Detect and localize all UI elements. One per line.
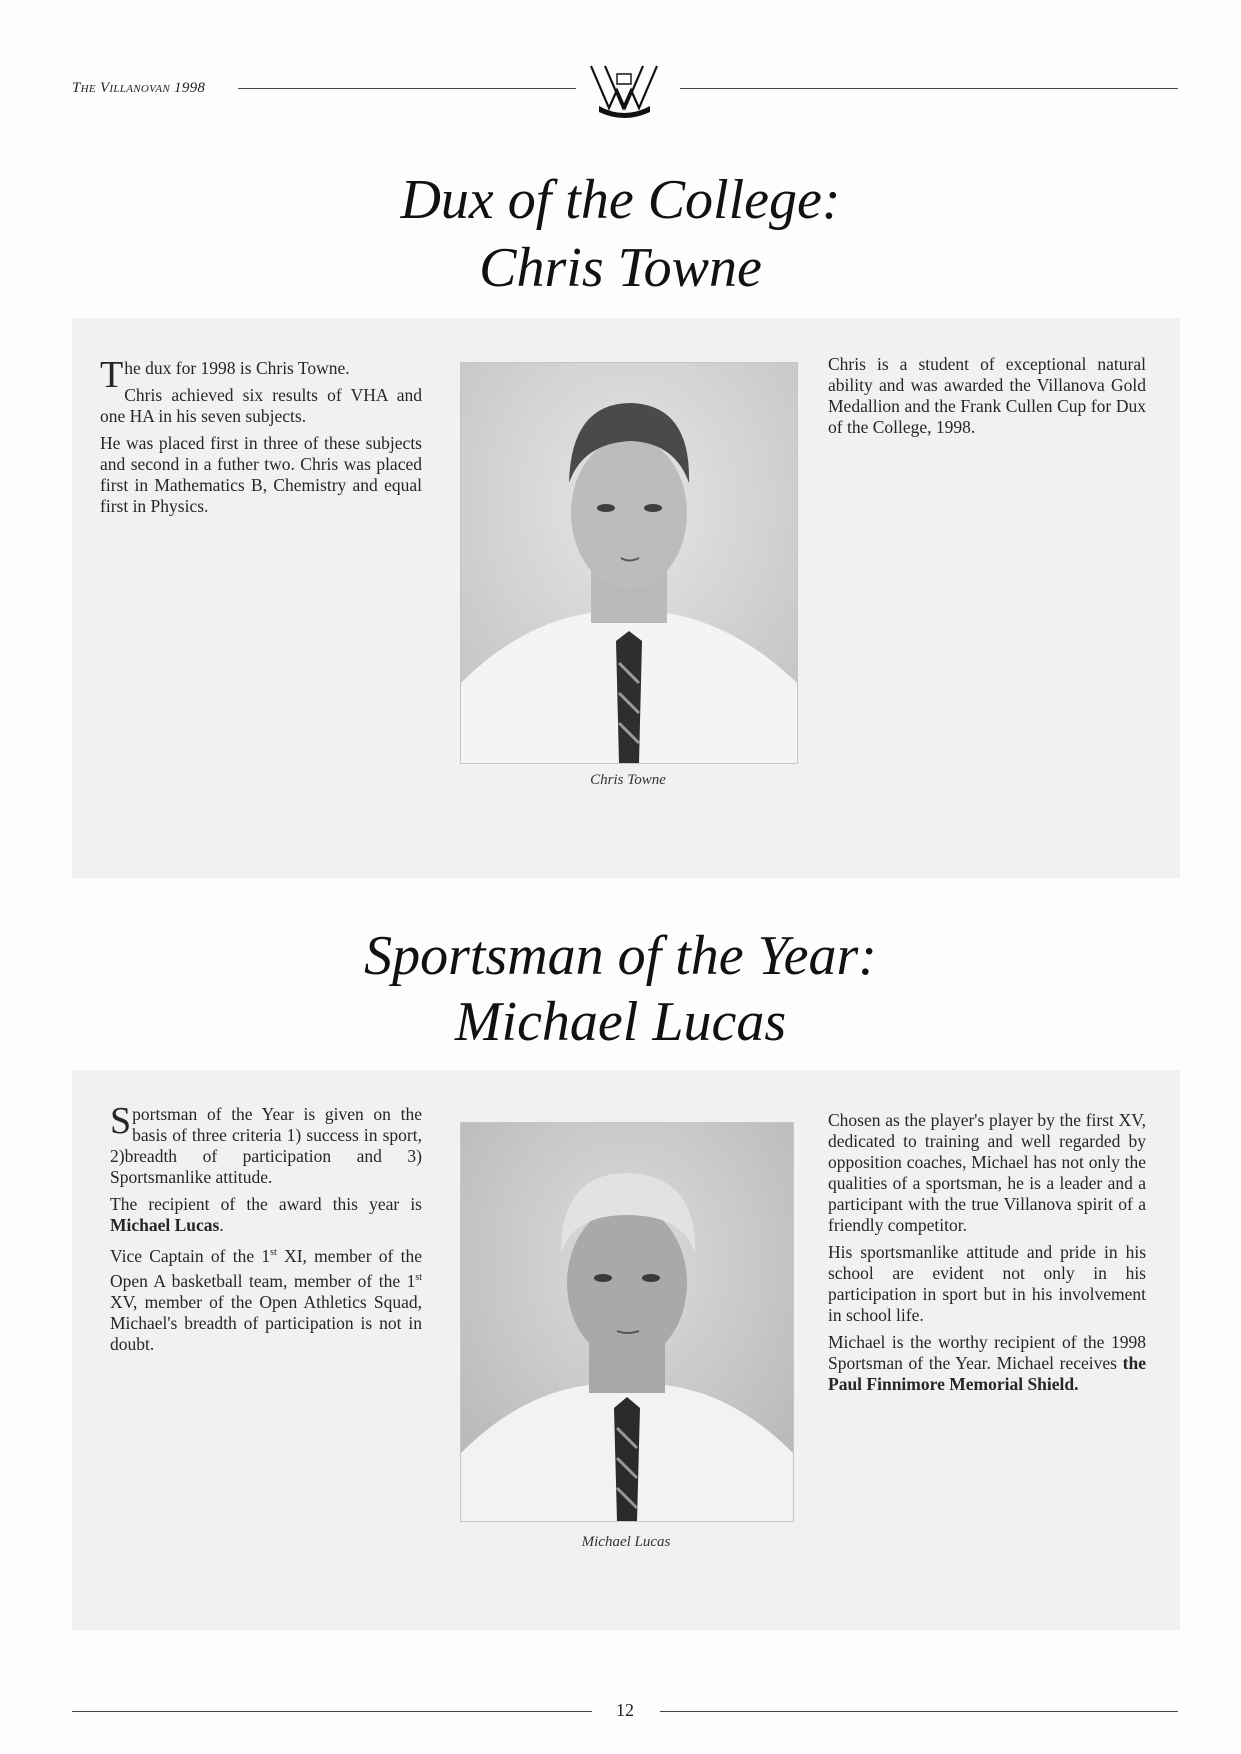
- sportsman-p2-pre: The recipient of the award this year is: [110, 1194, 422, 1214]
- dux-p1-text: he dux for 1998 is Chris Towne.: [124, 358, 350, 378]
- sportsman-paragraph-1: [110, 1100, 422, 1188]
- sportsman-right-paragraph-1: Chosen as the player's player by the first XV, dedicated to training and well regarded by opposition coaches, Michael has not only the qualities of a sportsman, he is a leader and a participant with the true Villanova spirit of a friendly competitor.: [828, 1110, 1146, 1235]
- michael-lucas-portrait: [460, 1122, 794, 1522]
- sportsman-name-bold: Michael Lucas: [110, 1215, 220, 1235]
- sportsman-p1-text: portsman of the Year is given on the basis of three criteria 1) success in sport, 2)breadth of participation and 3) Sportsmanlike attitude.: [110, 1104, 422, 1187]
- sportsman-right-paragraph-2: His sportsmanlike attitude and pride in his school are evident not only in his participation in sport but in his involvement in school life.: [828, 1242, 1146, 1325]
- villanova-crest-logo: [587, 60, 662, 122]
- michael-lucas-caption: Michael Lucas: [581, 1534, 671, 1550]
- sportsman-p2-post: .: [219, 1215, 224, 1235]
- dux-title-line2: Chris Towne: [479, 237, 762, 299]
- sportsman-p3-sup2: st: [415, 1271, 422, 1283]
- sportsman-title-line1: Sportsman of the Year:: [364, 925, 877, 987]
- dux-paragraph-2: Chris achieved six results of VHA and one HA in his seven subjects.: [100, 385, 422, 426]
- dux-title-line1: Dux of the College:: [400, 169, 841, 231]
- chris-towne-portrait: [460, 362, 798, 764]
- sportsman-dropcap: S: [110, 1100, 132, 1142]
- dux-right-text: [828, 354, 1146, 444]
- sportsman-right-text: [828, 1110, 1146, 1401]
- sportsman-p3-b: XI, member of the Open A basketball team, member of the 1: [110, 1245, 422, 1291]
- dux-paragraph-1: [100, 354, 422, 396]
- dux-paragraph-3: He was placed first in three of these subjects and second in a futher two. Chris was placed first in Mathematics B, Chemistry and equal first in Physics.: [100, 433, 422, 516]
- header-rule-left: [238, 88, 576, 89]
- sportsman-p3-sup1: st: [270, 1247, 277, 1258]
- sportsman-title-line2: Michael Lucas: [454, 991, 787, 1053]
- sportsman-paragraph-3: [110, 1242, 422, 1355]
- running-header: The Villanovan 1998: [72, 80, 206, 96]
- footer-rule-left: [72, 1711, 592, 1712]
- dux-left-text: [100, 354, 422, 523]
- sportsman-right-paragraph-3: [828, 1332, 1146, 1395]
- chris-towne-caption: Chris Towne: [590, 772, 666, 788]
- sportsman-left-text: [110, 1100, 422, 1361]
- dux-dropcap: T: [100, 354, 124, 396]
- header-rule-right: [680, 88, 1178, 89]
- sportsman-p3-a: Vice Captain of the 1: [110, 1245, 271, 1266]
- sportsman-right-p3-pre: Michael is the worthy recipient of the 1998 Sportsman of the Year. Michael receives: [828, 1332, 1146, 1373]
- footer-rule-right: [660, 1711, 1178, 1712]
- page-number: 12: [616, 1700, 634, 1720]
- sportsman-p3-c: XV, member of the Open Athletics Squad, Michael's breadth of participation is not in doubt.: [110, 1291, 422, 1354]
- sportsman-paragraph-2: [110, 1194, 422, 1236]
- dux-right-paragraph: Chris is a student of exceptional natural ability and was awarded the Villanova Gold Medallion and the Frank Cullen Cup for Dux of the College, 1998.: [828, 354, 1146, 437]
- award-name-bold: the Paul Finnimore Memorial Shield.: [828, 1353, 1146, 1394]
